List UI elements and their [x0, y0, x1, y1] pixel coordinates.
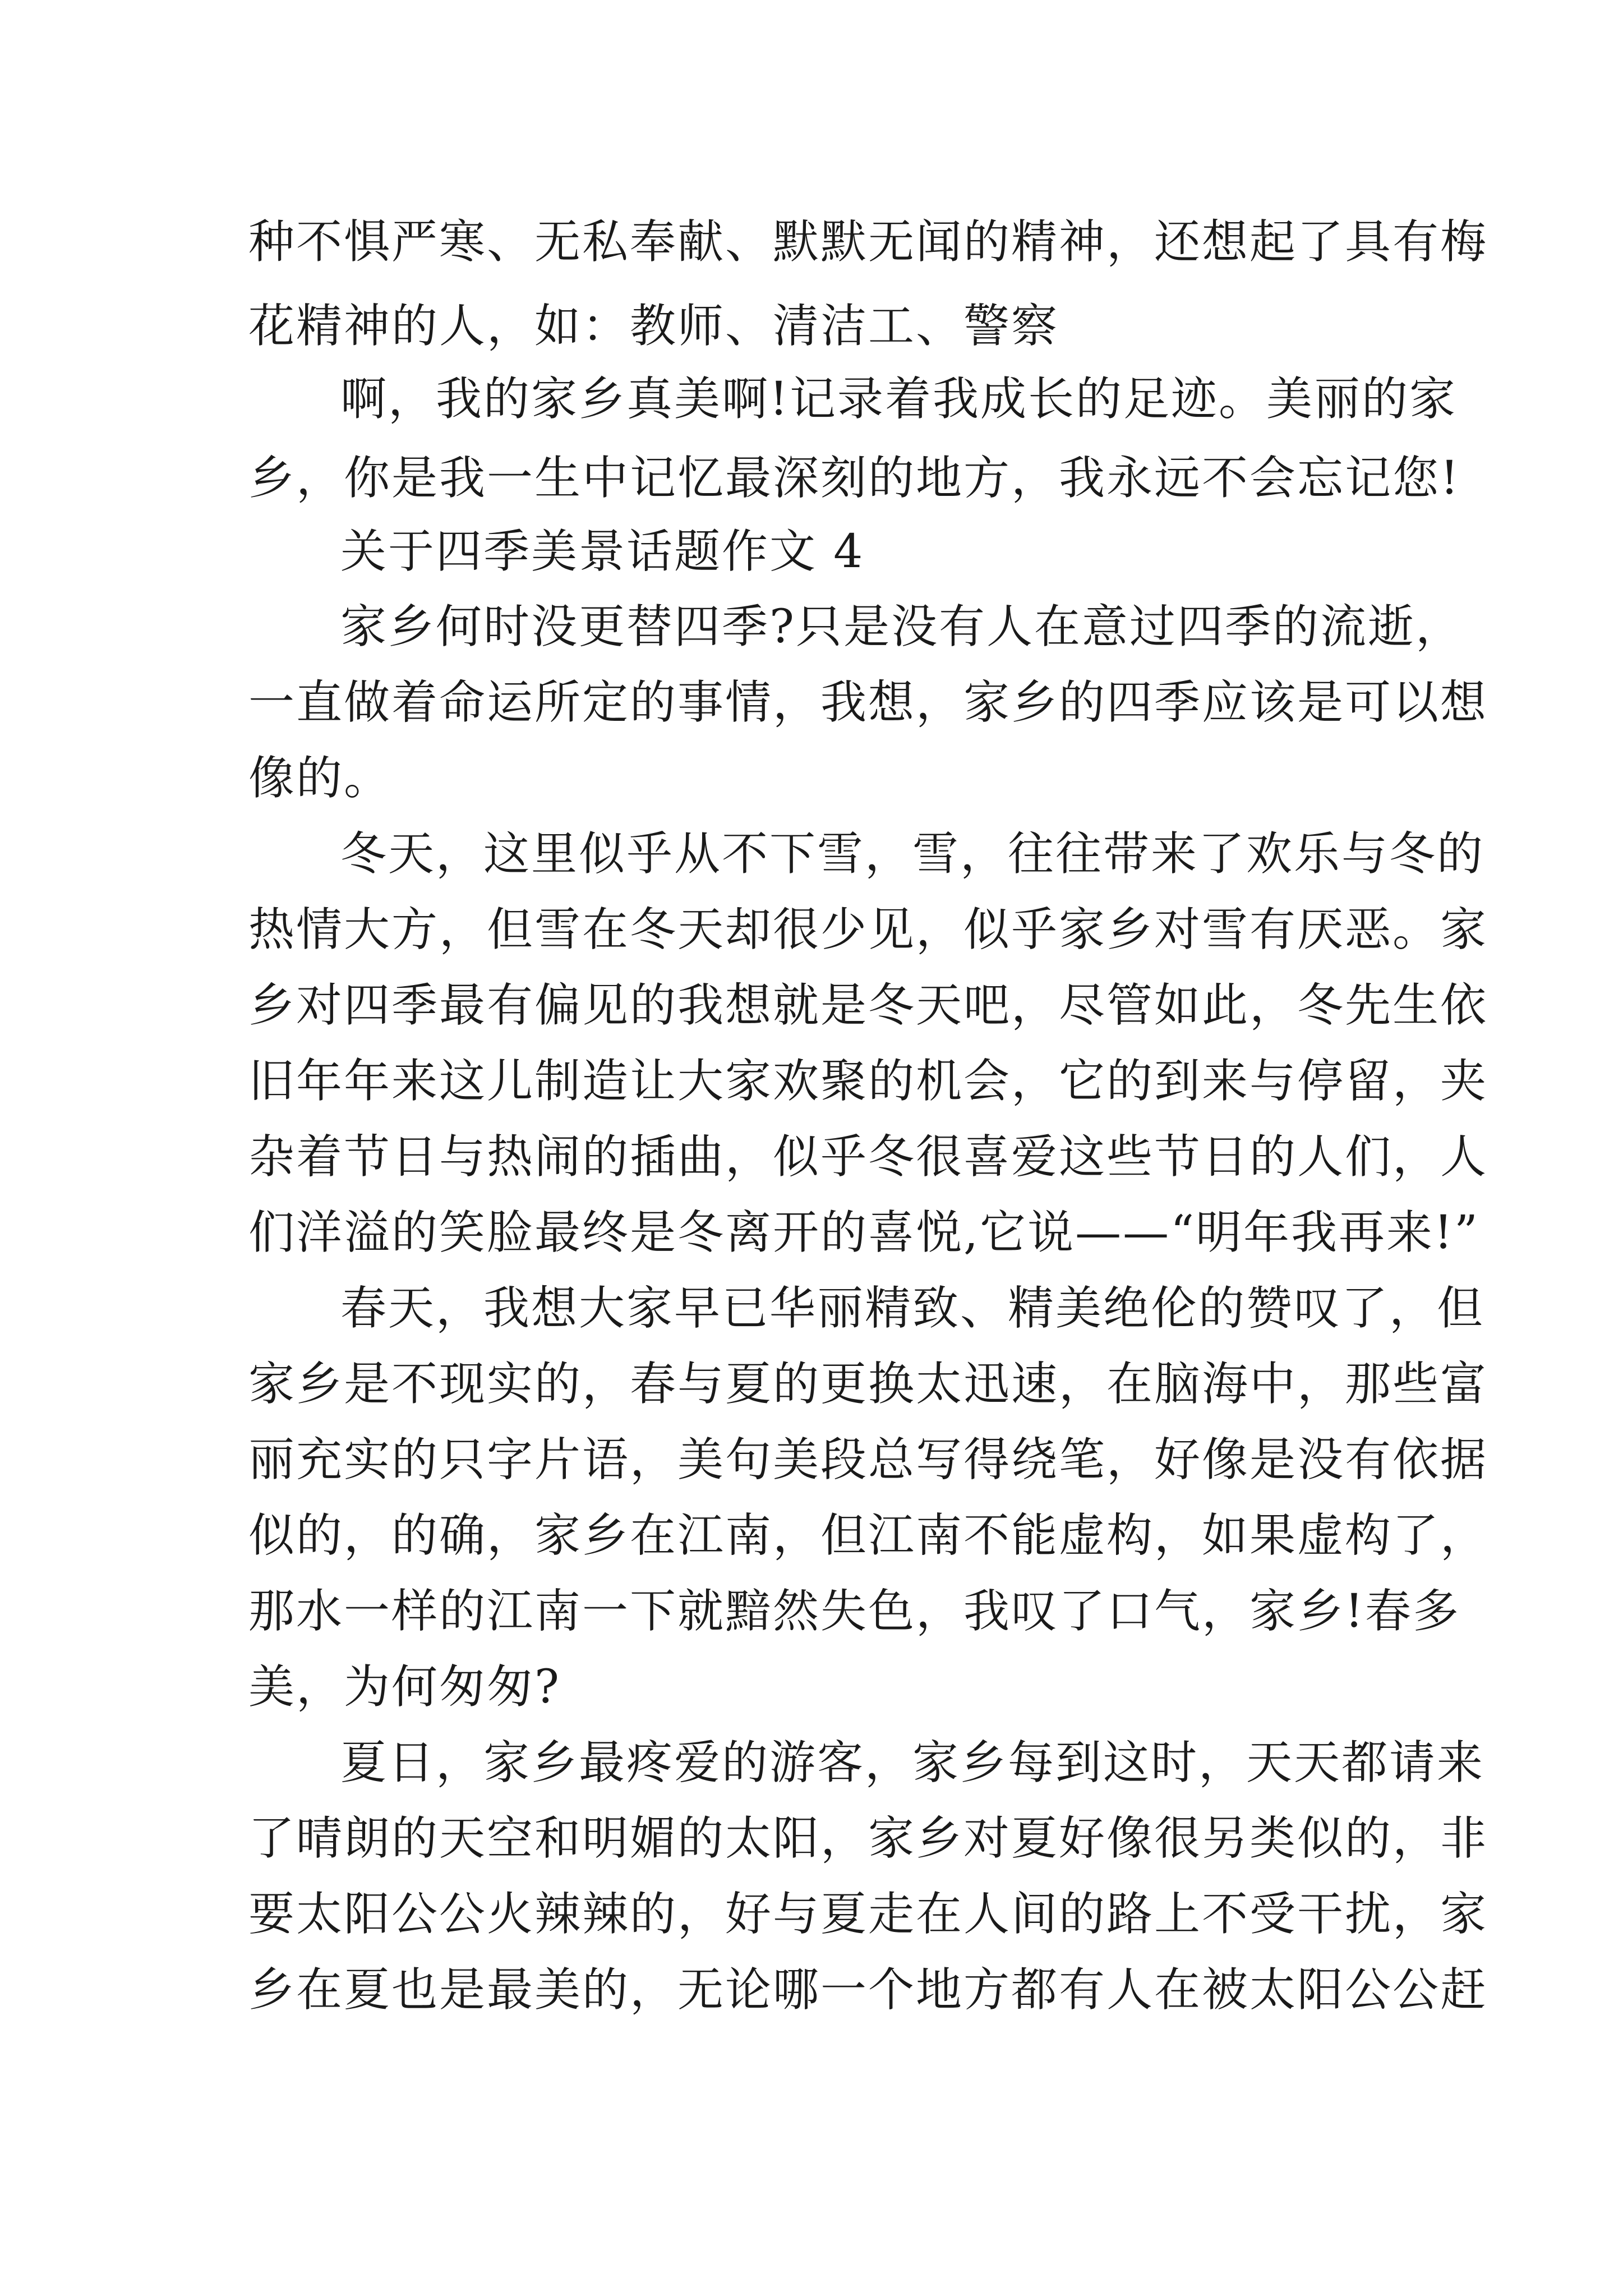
text-line: 春天，我想大家早已华丽精致、精美绝伦的赞叹了，但: [340, 1282, 1485, 1335]
text-line: 乡，你是我一生中记忆最深刻的地方，我永远不会忘记您!: [248, 452, 1460, 505]
text-line: 丽充实的只字片语，美句美段总写得绕笔，好像是没有依据: [248, 1433, 1488, 1487]
text-line: 家乡何时没更替四季?只是没有人在意过四季的流逝，: [340, 600, 1463, 654]
text-line: 美，为何匆匆?: [248, 1660, 561, 1714]
text-line: 要太阳公公火辣辣的，好与夏走在人间的路上不受干扰，家: [248, 1888, 1488, 1941]
text-line: 种不惧严寒、无私奉献、默默无闻的精神，还想起了具有梅: [248, 215, 1488, 269]
section-heading: 关于四季美景话题作文 4: [340, 525, 865, 578]
text-line: 啊，我的家乡真美啊!记录着我成长的足迹。美丽的家: [340, 372, 1457, 426]
text-line: 乡对四季最有偏见的我想就是冬天吧，尽管如此，冬先生依: [248, 979, 1488, 1032]
text-line: 像的。: [248, 752, 392, 805]
text-line: 冬天，这里似乎从不下雪，雪，往往带来了欢乐与冬的: [340, 827, 1485, 881]
text-line: 乡在夏也是最美的，无论哪一个地方都有人在被太阳公公赶: [248, 1963, 1488, 2017]
text-line: 们洋溢的笑脸最终是冬离开的喜悦,它说——“明年我再来!”: [248, 1206, 1479, 1259]
text-line: 花精神的人，如：教师、清洁工、警察: [248, 300, 1059, 353]
text-line: 杂着节日与热闹的插曲，似乎冬很喜爱这些节日的人们，人: [248, 1130, 1488, 1184]
text-line: 了晴朗的天空和明媚的太阳，家乡对夏好像很另类似的，非: [248, 1812, 1488, 1865]
text-line: 似的，的确，家乡在江南，但江南不能虚构，如果虚构了，: [248, 1509, 1488, 1562]
text-line: 旧年年来这儿制造让大家欢聚的机会，它的到来与停留，夹: [248, 1055, 1488, 1108]
text-line: 那水一样的江南一下就黯然失色，我叹了口气，家乡!春多: [248, 1585, 1460, 1638]
text-line: 夏日，家乡最疼爱的游客，家乡每到这时，天天都请来: [340, 1736, 1485, 1789]
text-line: 一直做着命运所定的事情，我想，家乡的四季应该是可以想: [248, 676, 1488, 729]
text-line: 家乡是不现实的，春与夏的更换太迅速，在脑海中，那些富: [248, 1358, 1488, 1411]
text-line: 热情大方，但雪在冬天却很少见，似乎家乡对雪有厌恶。家: [248, 903, 1488, 956]
